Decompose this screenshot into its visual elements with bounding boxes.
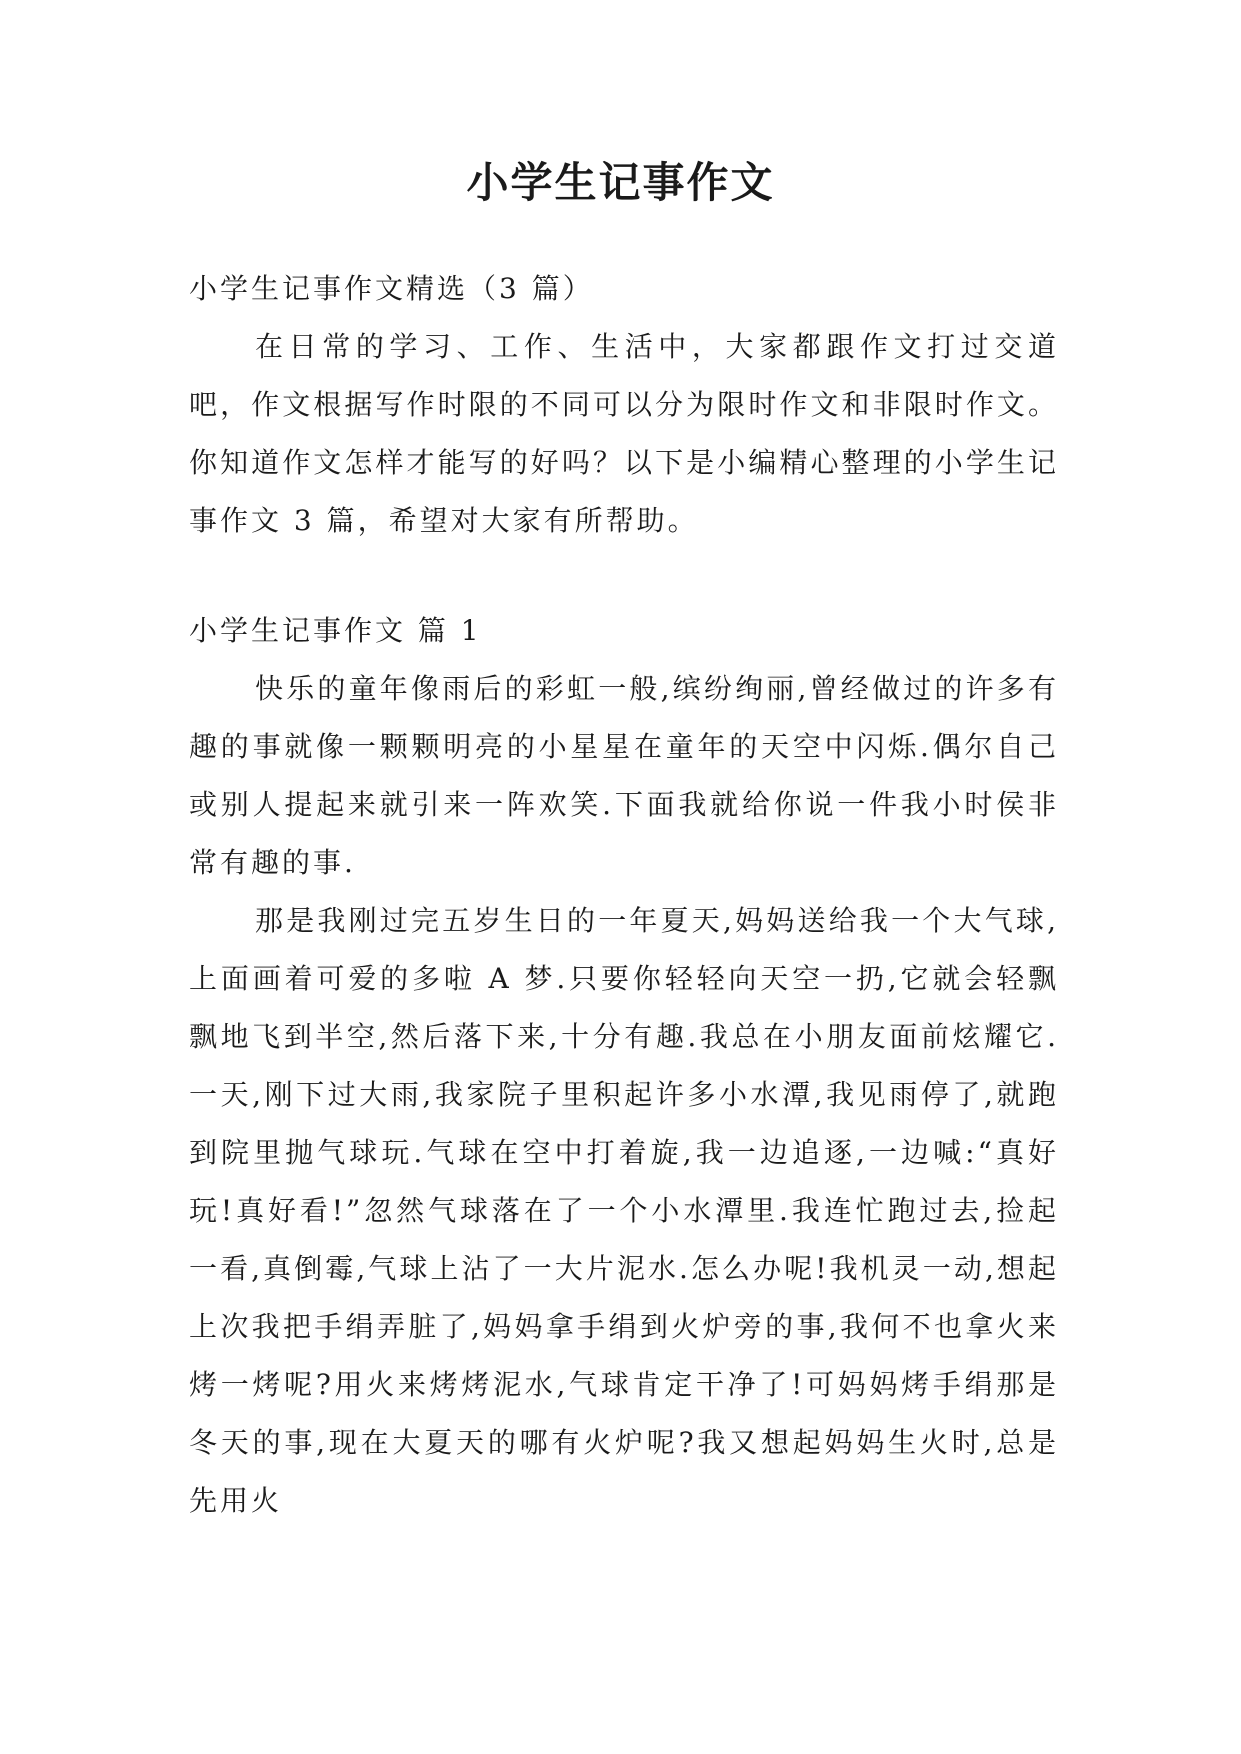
- collection-subtitle: 小学生记事作文精选（3 篇）: [189, 272, 594, 305]
- document-title: 小学生记事作文: [466, 158, 775, 207]
- intro-paragraph: 在日常的学习、工作、生活中，大家都跟作文打过交道吧，作文根据写作时限的不同可以分为限时作文和非限时作文。你知道作文怎样才能写的好吗？以下是小编精心整理的小学生记事作文 3 篇，希望对大家有所帮助。: [189, 330, 1059, 537]
- section-heading: 小学生记事作文 篇 1: [189, 614, 482, 647]
- section-spacer: [189, 550, 1059, 602]
- body-paragraph: 那是我刚过完五岁生日的一年夏天,妈妈送给我一个大气球,上面画着可爱的多啦 A 梦.只要你轻轻向天空一扔,它就会轻飘飘地飞到半空,然后落下来,十分有趣.我总在小朋友面前炫耀它.一天,刚下过大雨,我家院子里积起许多小水潭,我见雨停了,就跑到院里抛气球玩.气球在空中打着旋,我一边追逐,一边喊:“真好玩!真好看!”忽然气球落在了一个小水潭里.我连忙跑过去,捡起一看,真倒霉,气球上沾了一大片泥水.怎么办呢!我机灵一动,想起上次我把手绢弄脏了,妈妈拿手绢到火炉旁的事,我何不也拿火来烤一烤呢?用火来烤烤泥水,气球肯定干净了!可妈妈烤手绢那是冬天的事,现在大夏天的哪有火炉呢?我又想起妈妈生火时,总是先用火: [189, 904, 1059, 1517]
- document-body: [189, 260, 1059, 1530]
- body-paragraph: 快乐的童年像雨后的彩虹一般,缤纷绚丽,曾经做过的许多有趣的事就像一颗颗明亮的小星星在童年的天空中闪烁.偶尔自己或别人提起来就引来一阵欢笑.下面我就给你说一件我小时侯非常有趣的事.: [189, 672, 1059, 879]
